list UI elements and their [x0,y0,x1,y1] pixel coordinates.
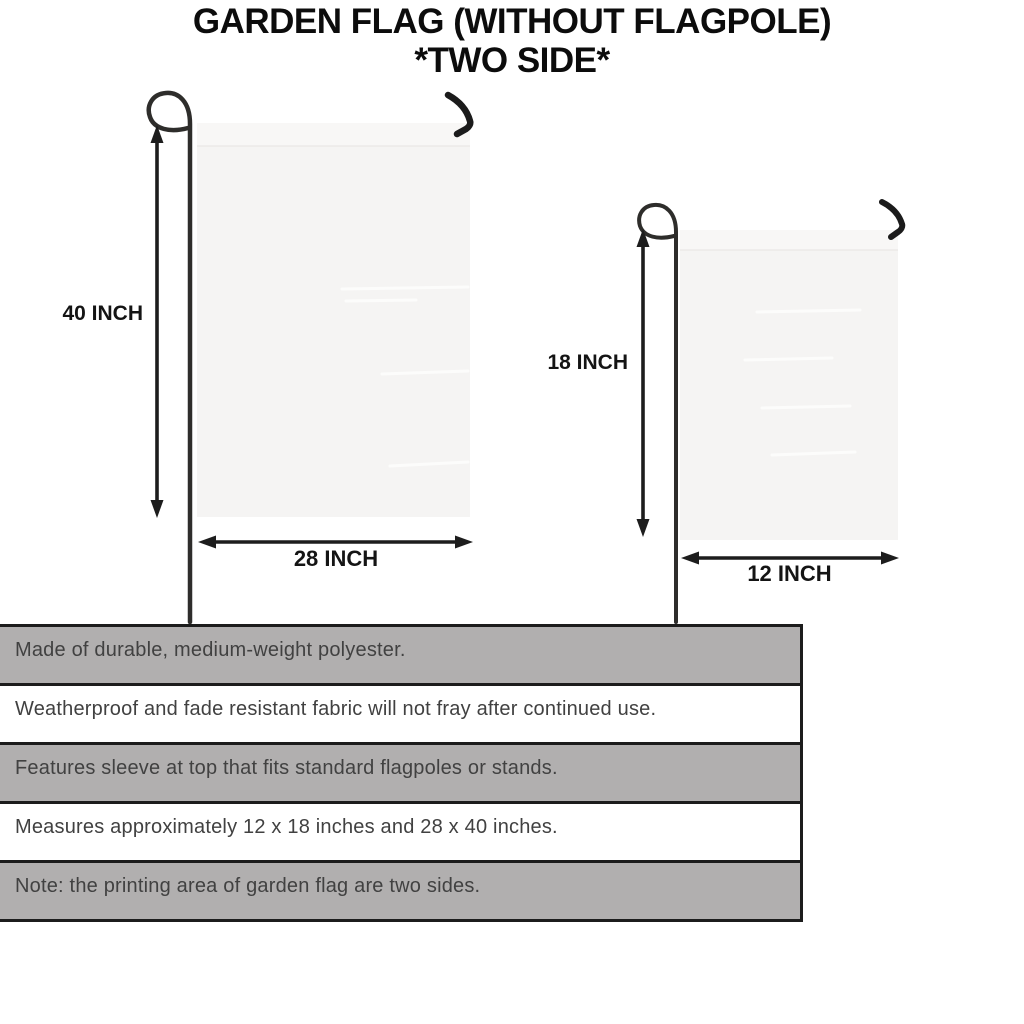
small-flag-sleeve [680,230,898,250]
small-flag-fabric [680,230,898,540]
page-subtitle: *TWO SIDE* [414,41,610,80]
small-flag-height-label: 18 INCH [547,351,628,374]
spec-row-weatherproof [0,686,800,745]
spec-text: Features sleeve at top that fits standard flagpoles or stands. [15,757,558,779]
large-flag-pole [149,93,190,622]
large-flag-width-label: 28 INCH [293,546,379,571]
spec-table [0,624,803,922]
spec-row-note [0,863,800,919]
spec-text: Weatherproof and fade resistant fabric will not fray after continued use. [15,698,657,720]
spec-text: Note: the printing area of garden flag are two sides. [15,875,481,897]
large-flag [197,123,470,517]
large-flag-fabric [197,123,470,517]
large-flag-height-arrow [151,125,164,518]
page-title: GARDEN FLAG (WITHOUT FLAGPOLE) [192,2,832,41]
large-flag-height-label: 40 INCH [62,302,143,325]
spec-row-measures [0,804,800,863]
spec-text: Measures approximately 12 x 18 inches and 28 x 40 inches. [15,816,558,838]
small-flag-height-arrow [637,229,650,537]
small-flag-width-label: 12 INCH [747,561,832,586]
spec-row-sleeve [0,745,800,804]
spec-text: Made of durable, medium-weight polyester. [15,639,406,661]
spec-row-material [0,627,800,686]
large-flag-sleeve [197,123,470,146]
small-flag [680,230,898,540]
